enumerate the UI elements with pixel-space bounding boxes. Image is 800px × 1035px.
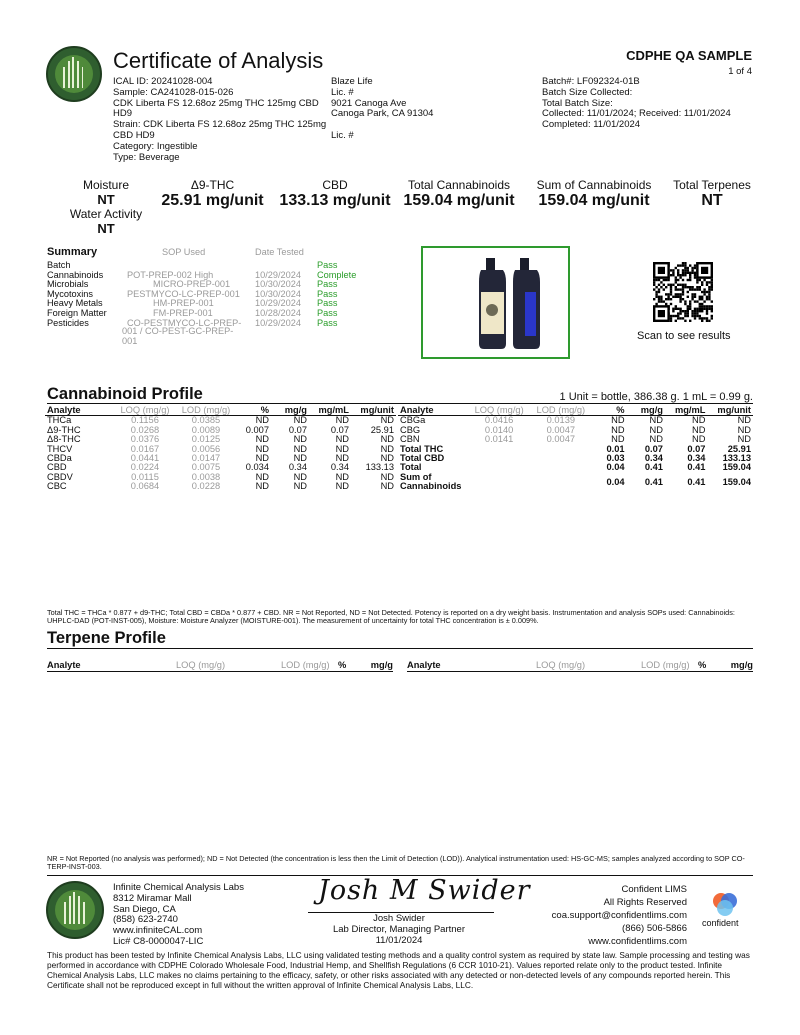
terp-col-lod: LOD (mg/g) [281,660,330,670]
table-cell: ND [293,415,307,426]
col-mgml: mg/mL [665,406,707,416]
table-cell: CBG [400,424,421,435]
table-cell: ND [255,415,269,426]
table-cell: ND [611,434,625,445]
table-cell: ND [692,424,706,435]
table-cell: 0.41 [644,476,663,487]
terp-col-loq: LOQ (mg/g) [176,660,226,670]
metric-value: 159.04 mg/unit [403,192,515,209]
table-cell: ND [380,415,394,426]
table-cell: 25.91 [727,443,751,454]
col-loq: LOQ (mg/g) [115,406,175,416]
table-cell: ND [611,424,625,435]
table-cell: ND [293,443,307,454]
table-cell: ND [255,481,269,492]
metric-label: Δ9-THC [190,178,235,192]
client-info [331,77,433,142]
metric-moisture [62,178,150,236]
table-cell: 133.13 [365,462,394,473]
col-mgg: mg/g [627,406,665,416]
table-cell: ND [649,424,663,435]
completed-date: Completed: 11/01/2024 [542,119,641,131]
table-cell: 0.41 [644,462,663,473]
table-cell: ND [737,415,751,426]
cannabinoid-table-left [45,406,396,492]
table-cell: 0.0140 [484,424,514,435]
metric-cbd [274,178,396,210]
table-cell: 0.0047 [546,434,576,445]
table-cell: 0.0224 [130,462,160,473]
summary-sop: POT-PREP-002 High [127,269,214,280]
table-cell: CBN [400,434,420,445]
summary-date: 10/29/2024 [255,298,301,309]
summary-table [47,261,377,328]
confident-phone: (866) 506-5866 [622,923,687,934]
confident-logo-text: confident [702,918,739,928]
terp-col-mgg: mg/g [370,660,393,670]
table-row [398,463,753,472]
signatory-date: 11/01/2024 [375,934,423,946]
metric-label: CBD [322,178,348,192]
summary-status: Pass [317,279,338,290]
table-cell: 159.04 [722,476,751,487]
table-cell: ND [335,434,349,445]
metric-total-cannabinoids [398,178,520,210]
col-mgg: mg/g [271,406,309,416]
metric-total-terpenes [668,178,756,210]
table-cell: 0.0038 [191,471,221,482]
table-cell: 0.34 [687,453,706,464]
table-cell: 0.007 [245,424,269,435]
table-cell [469,463,530,472]
table-cell: ND [380,471,394,482]
table-cell: ND [335,415,349,426]
terp-col-analyte: Analyte [47,660,81,670]
col-lod: LOD (mg/g) [175,406,237,416]
table-cell: ND [380,434,394,445]
summary-status: Complete [317,269,357,280]
metric-value: 159.04 mg/unit [538,192,650,209]
summary-sop: HM-PREP-001 [153,298,214,309]
col-loq: LOQ (mg/g) [469,406,530,416]
table-cell: 25.91 [370,424,394,435]
table-cell: 0.41 [687,462,706,473]
table-cell: 0.34 [288,462,307,473]
table-cell: ND [335,453,349,464]
summary-date: 10/30/2024 [255,279,301,290]
pesticide-sop-cont: 001 [122,336,138,346]
sample-info [113,77,326,163]
sample-id: Sample: CA241028-015-026 [113,86,234,98]
table-cell: CBDa [47,453,72,464]
confident-contact [552,883,687,948]
table-cell: 0.0376 [130,434,160,445]
table-cell: ND [380,453,394,464]
table-cell: 0.0385 [191,415,221,426]
metric-label: Water Activity [69,207,143,221]
terp-col-mgg: mg/g [730,660,753,670]
metric-value: 25.91 mg/unit [161,192,264,209]
table-cell: ND [692,415,706,426]
table-cell: ND [293,471,307,482]
metric-value: NT [701,192,723,209]
sample-type-label: CDPHE QA SAMPLE [626,48,752,63]
table-cell: ND [293,481,307,492]
client-lic-2: Lic. # [331,129,354,141]
metric-label: Total Terpenes [673,178,751,192]
table-cell: Total CBD [400,453,445,464]
col-pct: % [592,406,626,416]
summary-status: Pass [317,288,338,299]
metric-value: NT [97,192,115,207]
total-batch-size: Total Batch Size: [542,97,613,109]
table-cell: 0.41 [687,476,706,487]
summary-test-name: Mycotoxins [47,288,93,299]
metric-label: Moisture [82,178,129,192]
table-cell: Δ8-THC [47,434,81,445]
table-cell: 0.0416 [484,415,514,426]
table-cell: 0.0268 [130,424,160,435]
summary-test-name: Pesticides [47,317,89,328]
bottle-illustration [423,248,568,357]
batch-info [542,77,731,131]
table-cell: 0.0139 [546,415,576,426]
table-cell: CBC [47,481,67,492]
table-cell: THCV [47,443,73,454]
lab-phone: (858) 623-2740 [113,914,178,926]
metric-value: NT [97,221,115,236]
table-cell: 0.0125 [191,434,221,445]
table-cell: 0.34 [330,462,349,473]
lab-contact [113,883,244,948]
table-cell: 0.034 [245,462,269,473]
metric-value: 133.13 mg/unit [279,192,391,209]
batch-size-collected: Batch Size Collected: [542,86,633,98]
table-cell: ND [380,443,394,454]
lab-logo [46,46,102,102]
table-cell: ND [293,453,307,464]
lab-address: 8312 Miramar Mall [113,892,192,904]
table-cell: 0.0167 [130,443,160,454]
col-mgunit: mg/unit [351,406,396,416]
batch-number: Batch#: LF092324-01B [542,76,640,87]
table-cell: ND [255,434,269,445]
client-lic: Lic. # [331,86,354,98]
page-number: 1 of 4 [728,66,752,77]
table-cell: ND [649,434,663,445]
divider [47,648,753,649]
metric-label: Total Cannabinoids [407,178,511,192]
summary-test-name: Batch [47,260,71,270]
table-cell: Total THC [400,443,444,454]
table-cell: ND [611,415,625,426]
table-cell: 0.0228 [191,481,221,492]
summary-date: 10/29/2024 [255,269,301,280]
table-cell: ND [649,415,663,426]
table-cell: 0.07 [330,424,349,435]
confident-email[interactable]: coa.support@confidentlims.com [551,910,687,921]
summary-status: Pass [317,298,338,309]
summary-sop-header: SOP Used [162,247,206,257]
terp-col-analyte: Analyte [407,660,441,670]
cannabinoid-title: Cannabinoid Profile [47,385,203,403]
divider [47,403,753,404]
col-mgml: mg/mL [309,406,351,416]
table-cell: 0.0147 [191,453,221,464]
summary-test-name: Microbials [47,279,89,290]
summary-test-name: Cannabinoids [47,269,104,280]
table-cell: 0.0684 [130,481,160,492]
summary-date: 10/28/2024 [255,307,301,318]
signature: Josh M Swider [318,875,531,906]
icala-id: ICAL ID: 20241028-004 [113,76,213,87]
table-cell: 0.0089 [191,424,221,435]
table-cell: THCa [47,415,72,426]
metric-d9-thc [155,178,270,210]
table-row [45,482,396,491]
table-cell [529,445,592,454]
table-cell: 0.0441 [130,453,160,464]
client-address: 9021 Canoga Ave [331,97,407,109]
signatory-name: Josh Swider [373,913,425,924]
summary-sop: CO-PESTMYCO-LC-PREP- [127,317,242,328]
summary-date-header: Date Tested [255,247,304,257]
summary-sop: PESTMYCO-LC-PREP-001 [127,288,240,299]
terpene-title: Terpene Profile [47,629,166,647]
summary-status: Pass [317,260,338,270]
table-cell: ND [255,471,269,482]
table-cell: ND [255,443,269,454]
table-cell: 0.34 [644,453,663,464]
signatory-title: Lab Director, Managing Partner [332,923,466,935]
table-cell: ND [692,434,706,445]
table-cell: 0.07 [288,424,307,435]
summary-sop: FM-PREP-001 [153,307,213,318]
strain: Strain: CDK Liberta FS 12.68oz 25mg THC 125mg [113,119,327,131]
summary-title: Summary [47,246,98,258]
terpene-footnote: NR = Not Reported (no analysis was performed); ND = Not Detected (the concentration is less then the Limit of Detection (LOD)). Analytical instrumentation used: HS-GC-MS; samples analyzed according to SOP CO- TERP-INST-003. [47,854,745,872]
summary-date: 10/30/2024 [255,288,301,299]
table-cell: 0.0056 [191,443,221,454]
table-cell: 0.04 [606,462,625,473]
summary-date: 10/29/2024 [255,317,301,328]
table-cell: ND [335,443,349,454]
table-cell: ND [293,434,307,445]
confident-logo-icon [710,890,740,918]
table-cell: ND [380,481,394,492]
terpene-header-right [407,660,753,672]
table-cell: 0.07 [687,443,706,454]
unit-note: 1 Unit = bottle, 386.38 g. 1 mL = 0.99 g. [559,391,753,403]
summary-status: Pass [317,307,338,318]
collected-received: Collected: 11/01/2024; Received: 11/01/2024 [542,108,731,120]
summary-test-name: Heavy Metals [47,298,103,309]
sample-name: CDK Liberta FS 12.68oz 25mg THC 125mg CBD [113,97,319,109]
terp-col-pct: % [338,660,347,670]
lab-license: Lic# C8-0000047-LIC [113,935,204,947]
table-cell [529,454,592,463]
terp-col-pct: % [698,660,707,670]
metric-sum-cannabinoids [532,178,656,210]
summary-status: Pass [317,317,338,328]
table-cell: ND [737,434,751,445]
col-analyte: Analyte [398,406,469,416]
table-cell: 159.04 [722,462,751,473]
metric-label: Sum of Cannabinoids [536,178,652,192]
table-cell: 0.03 [606,453,625,464]
table-cell: Sum of Cannabinoids [400,471,462,492]
confident-name: Confident LIMS [621,884,687,895]
page-title: Certificate of Analysis [113,48,324,73]
confident-website[interactable]: www.confidentlims.com [588,936,687,947]
summary-sop: MICRO-PREP-001 [153,279,231,290]
table-cell: CBDV [47,471,73,482]
col-lod: LOD (mg/g) [529,406,592,416]
table-cell: CBGa [400,415,426,426]
table-cell: 0.01 [606,443,625,454]
table-cell: 0.0115 [131,471,159,482]
table-row [398,473,753,492]
table-cell: 0.0047 [546,424,576,435]
lab-logo-footer [46,881,104,939]
table-cell: ND [335,471,349,482]
col-mgunit: mg/unit [707,406,753,416]
table-cell: Total [400,462,422,473]
sample-name-cont: HD9 [113,108,133,120]
qr-code[interactable] [653,262,713,322]
client-name: Blaze Life [331,76,373,87]
table-cell: ND [335,481,349,492]
confident-rights: All Rights Reserved [603,897,687,908]
table-cell: 133.13 [722,453,751,464]
table-cell: 0.1156 [131,415,159,426]
lab-city: San Diego, CA [113,903,176,915]
sample-type: Type: Beverage [113,151,180,163]
table-cell: 0.07 [644,443,663,454]
terp-col-lod: LOD (mg/g) [641,660,690,670]
strain-cont: CBD HD9 [113,129,155,141]
signatory-block [294,914,504,946]
client-city: Canoga Park, CA 91304 [331,108,434,120]
table-cell: 0.04 [606,476,625,487]
lab-name: Infinite Chemical Analysis Labs [113,882,244,893]
table-cell: ND [737,424,751,435]
lab-website[interactable]: www.infiniteCAL.com [113,925,203,937]
table-cell [529,463,592,472]
table-cell: 0.0141 [484,434,514,445]
cannabinoid-table-right [398,406,753,492]
col-pct: % [237,406,271,416]
category: Category: Ingestible [113,140,198,152]
table-cell: Δ9-THC [47,424,81,435]
summary-test-name: Foreign Matter [47,307,107,318]
terp-col-loq: LOQ (mg/g) [536,660,586,670]
pesticide-sop-cont: 001 / CO-PEST-GC-PREP- [122,326,234,336]
scan-text[interactable]: Scan to see results [637,330,731,342]
table-cell [469,445,530,454]
product-photo [421,246,570,359]
col-analyte: Analyte [45,406,115,416]
table-cell: ND [255,453,269,464]
terpene-header-left [47,660,393,672]
disclaimer: This product has been tested by Infinite Chemical Analysis Labs, LLC using validated testing methods and a quality control system as required by state law. Sample processing and testing was performed in accordance with CDPHE Colorado Wholesale Food, Industrial Hemp, and Shellfish Regulations (6 CCR 1010-21). Values reported relate only to the product tested. Infinite Chemical Analysis Labs, LLC makes no claims pertaining to the efficacy, safety, or other risks associated with any detected or non-detected levels of any compounds reported herein. This Certificate shall not be reproduced except in full without the written approval of Infinite Chemical Analysis Labs, LLC. [47,950,750,990]
table-cell: 0.0075 [191,462,221,473]
cannabinoid-footnote: Total THC = THCa * 0.877 + d9-THC; Total CBD = CBDa * 0.877 + CBD. NR = Not Reported, ND = Not Detected. Potency is reported on a dry weight basis. Instrumentation and analysis SOPs used: Cannabinoids: UHPLC-DAD (POT-INST-005), Moisture: Moisture Analyzer (MOISTURE-001). The measurement of uncertainty for total THC concentration is ± 0.009%. [47,608,735,626]
table-cell [469,454,530,463]
table-cell: CBD [47,462,67,473]
